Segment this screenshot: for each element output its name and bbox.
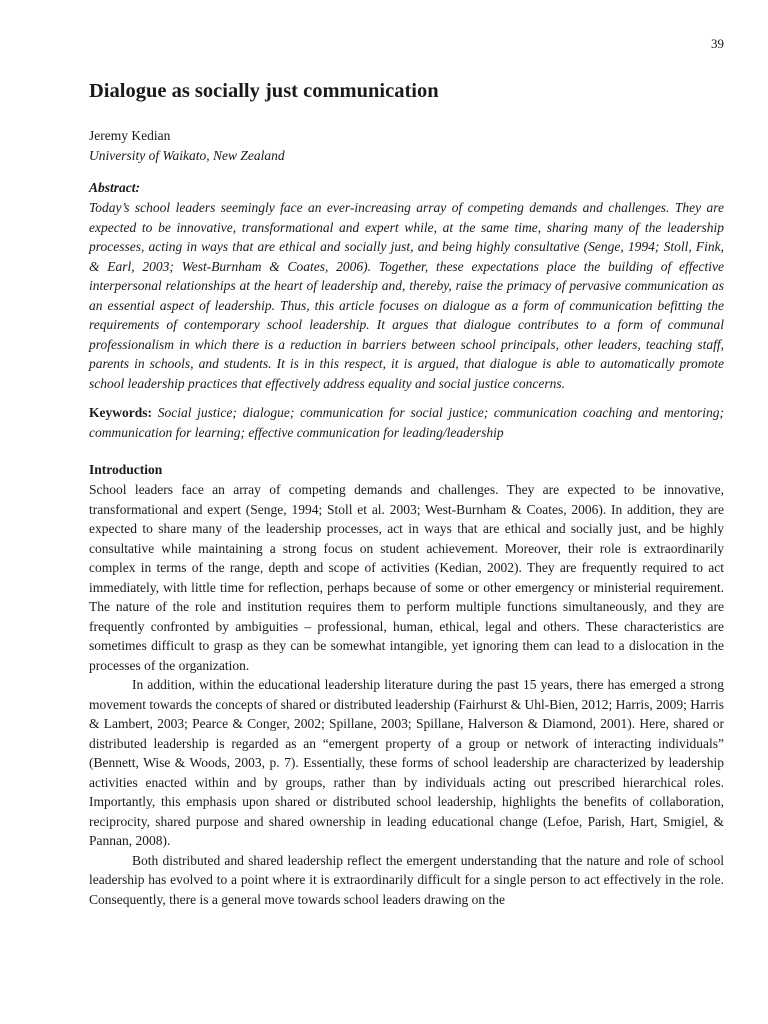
introduction-heading: Introduction (89, 462, 163, 477)
abstract-text: Today’s school leaders seemingly face an ever-increasing array of competing demands and challenges. They are expected to be innovative, transformational and expert while, at the same time, sharing many of the leadership processes, acting in ways that are ethical and socially just, and being highly consultative (Senge, 1994; Stoll, Fink, & Earl, 2003; West-Burnham & Coates, 2006). Together, these expectations place the building of effective interpersonal relationships at the heart of leadership and, thereby, raise the primacy of pervasive communication as an essential aspect of leadership. Thus, this article focuses on dialogue as a form of communication befitting the requirements of contemporary school leadership. It argues that dialogue contributes to a form of communal professionalism in which there is a reduction in barriers between school principals, other leaders, teaching staff, parents in schools, and students. It is in this respect, it is argued, that dialogue is able to automatically promote school leadership practices that effectively address equality and social justice concerns. (89, 200, 724, 391)
author-name: Jeremy Kedian (89, 128, 171, 143)
article (89, 78, 724, 909)
keywords-text: Social justice; dialogue; communication for social justice; communication coaching and mentoring; communication for learning; effective communication for leading/leadership (89, 405, 724, 440)
introduction-paragraph-2: In addition, within the educational leadership literature during the past 15 years, there has emerged a strong movement towards the concepts of shared or distributed leadership (Fairhurst & Uhl-Bien, 2012; Harris, 2009; Harris & Lambert, 2003; Pearce & Conger, 2002; Spillane, 2003; Spillane, Halverson & Diamond, 2001). Here, shared or distributed leadership is regarded as an “emergent property of a group or network of interacting individuals” (Bennett, Wise & Woods, 2003, p. 7). Essentially, these forms of school leadership are characterized by leadership activities enacted within and by groups, rather than by individuals acting out prescribed hierarchical roles. Importantly, this emphasis upon shared or distributed school leadership, highlights the benefits of collaboration, reciprocity, shared purpose and shared ownership in leading educational change (Lefoe, Parish, Hart, Smigiel, & Pannan, 2008). (89, 677, 724, 848)
page-number: 39 (711, 36, 724, 51)
keywords-label: Keywords: (89, 405, 152, 420)
abstract-label: Abstract: (89, 180, 141, 195)
author-affiliation: University of Waikato, New Zealand (89, 148, 285, 163)
article-title: Dialogue as socially just communication (89, 80, 439, 102)
introduction-paragraph-1: School leaders face an array of competing demands and challenges. They are expected to be innovative, transformational and expert (Senge, 1994; Stoll et al. 2003; West-Burnham & Coates, 2006). In addition, they are expected to share many of the leadership processes, act in ways that are ethical and socially just, and be highly consultative while maintaining a strong focus on student achievement. Moreover, their role is extraordinarily complex in terms of the range, depth and scope of activities (Kedian, 2002). They are frequently required to act immediately, with little time for reflection, perhaps because of some or other emergency or ministerial requirement. The nature of the role and institution requires them to perform multiple functions simultaneously, and they are frequently confronted by ambiguities – professional, human, ethical, legal and others. These characteristics are sometimes difficult to grasp as they can be somewhat intangible, yet ignoring them can lead to a dislocation in the processes of the organization. (89, 482, 724, 673)
introduction-paragraph-3: Both distributed and shared leadership reflect the emergent understanding that the nature and role of school leadership has evolved to a point where it is extraordinarily difficult for a single person to act effectively in the role. Consequently, there is a general move towards school leaders drawing on the (89, 852, 724, 907)
keywords (89, 403, 724, 442)
